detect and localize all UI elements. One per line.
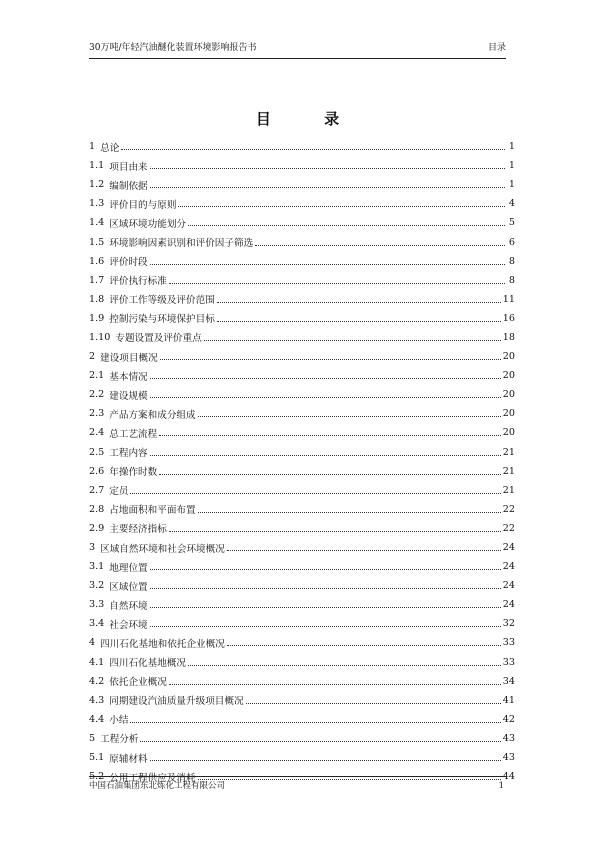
toc-entry-page: 20: [502, 427, 515, 439]
toc-entry[interactable]: [89, 653, 515, 672]
toc-entry-page: 21: [502, 465, 515, 477]
toc-entry-page: 1: [508, 160, 515, 172]
toc-entry-page: 24: [502, 599, 515, 611]
toc-entry-title: 评价执行标准: [109, 276, 167, 288]
toc-entry-page: 8: [508, 255, 515, 267]
toc-entry-title: 工程分析: [100, 734, 139, 746]
toc-leader-dots: [150, 455, 501, 456]
toc-leader-dots: [204, 340, 501, 341]
toc-entry[interactable]: [89, 271, 515, 290]
toc-entry[interactable]: [89, 538, 515, 557]
toc-entry-page: 42: [502, 713, 515, 725]
toc-entry-title: 区域位置: [109, 581, 148, 593]
toc-entry-page: 4: [508, 198, 515, 210]
toc-leader-dots: [169, 531, 501, 532]
toc-entry-title: 公用工程供应及消耗: [109, 772, 196, 784]
toc-entry[interactable]: [89, 481, 515, 500]
toc-entry[interactable]: [89, 366, 515, 385]
toc-entry-page: 33: [502, 637, 515, 649]
toc-entry-page: 33: [502, 656, 515, 668]
toc-entry[interactable]: [89, 729, 515, 748]
toc-leader-dots: [150, 378, 501, 379]
page-number: 1: [498, 781, 504, 791]
toc-entry-title: 建设项目概况: [100, 352, 158, 364]
toc-entry-page: 8: [508, 274, 515, 286]
toc-entry-number: 1.5: [89, 236, 105, 248]
toc-entry-title: 同期建设汽油质量升级项目概况: [109, 696, 244, 708]
toc-entry[interactable]: [89, 557, 515, 576]
toc-entry[interactable]: [89, 672, 515, 691]
toc-entry-title: 四川石化基地和依托企业概况: [100, 638, 225, 650]
toc-entry[interactable]: [89, 500, 515, 519]
toc-entry-number: 1.2: [89, 179, 105, 191]
toc-entry-page: 11: [502, 293, 515, 305]
toc-leader-dots: [217, 321, 501, 322]
toc-leader-dots: [150, 397, 501, 398]
toc-entry-title: 年操作时数: [109, 467, 158, 479]
toc-entry-number: 3.4: [89, 618, 105, 630]
page-footer: [89, 779, 506, 793]
header-divider: [89, 58, 506, 59]
toc-leader-dots: [227, 550, 501, 551]
toc-entry[interactable]: [89, 595, 515, 614]
toc-entry-title: 主要经济指标: [109, 524, 167, 536]
toc-entry[interactable]: [89, 137, 515, 156]
toc-entry-number: 5.1: [89, 752, 105, 764]
toc-entry-number: 5: [89, 732, 96, 744]
toc-entry[interactable]: [89, 633, 515, 652]
toc-entry[interactable]: [89, 156, 515, 175]
toc-leader-dots: [188, 225, 505, 226]
toc-entry-page: 20: [502, 408, 515, 420]
toc-entry-page: 44: [502, 771, 515, 783]
toc-entry-page: 43: [502, 752, 515, 764]
toc-entry-title: 产品方案和成分组成: [109, 409, 196, 421]
toc-entry-number: 1.10: [89, 331, 111, 343]
toc-entry-title: 项目由来: [109, 161, 148, 173]
toc-entry-number: 3.2: [89, 580, 105, 592]
footer-company-name: 中国石油集团东北炼化工程有限公司: [89, 781, 226, 791]
toc-entry-number: 5.2: [89, 771, 105, 783]
toc-leader-dots: [217, 302, 501, 303]
toc-entry-page: 21: [502, 446, 515, 458]
toc-entry-page: 16: [502, 312, 515, 324]
toc-entry-page: 20: [502, 351, 515, 363]
toc-entry-title: 区域环境功能划分: [109, 218, 187, 230]
toc-entry-title: 地理位置: [109, 562, 148, 574]
toc-entry-title: 建设规模: [109, 390, 148, 402]
toc-leader-dots: [160, 359, 501, 360]
toc-entry[interactable]: [89, 691, 515, 710]
toc-leader-dots: [169, 283, 505, 284]
toc-entry-number: 1: [89, 141, 96, 153]
toc-entry[interactable]: [89, 309, 515, 328]
toc-entry-page: 6: [508, 236, 515, 248]
toc-entry-title: 区域自然环境和社会环境概况: [100, 543, 225, 555]
toc-entry[interactable]: [89, 213, 515, 232]
toc-entry-page: 32: [502, 618, 515, 630]
toc-entry-title: 自然环境: [109, 600, 148, 612]
toc-entry[interactable]: [89, 614, 515, 633]
toc-entry-page: 24: [502, 542, 515, 554]
toc-entry[interactable]: [89, 462, 515, 481]
toc-entry-page: 5: [508, 217, 515, 229]
footer-divider: [89, 776, 506, 777]
toc-entry-title: 占地面积和平面布置: [109, 505, 196, 517]
toc-entry-title: 定员: [109, 486, 129, 498]
toc-leader-dots: [150, 168, 505, 169]
toc-entry-number: 2.6: [89, 465, 105, 477]
toc-entry-number: 2.2: [89, 389, 105, 401]
toc-entry-number: 2.8: [89, 503, 105, 515]
toc-entry-number: 1.3: [89, 198, 105, 210]
toc-entry-title: 依托企业概况: [109, 677, 167, 689]
toc-entry-number: 2.3: [89, 408, 105, 420]
toc-leader-dots: [130, 493, 500, 494]
toc-entry[interactable]: [89, 328, 515, 347]
toc-leader-dots: [150, 569, 501, 570]
toc-entry-number: 1.1: [89, 160, 105, 172]
toc-entry[interactable]: [89, 252, 515, 271]
toc-entry[interactable]: [89, 748, 515, 767]
toc-leader-dots: [121, 149, 505, 150]
toc-entry-title: 四川石化基地概况: [109, 658, 187, 670]
toc-entry-number: 2.1: [89, 370, 105, 382]
toc-leader-dots: [178, 206, 505, 207]
header-section-label: 目录: [487, 43, 506, 53]
header-document-title: 30万吨/年轻汽油醚化装置环境影响报告书: [89, 43, 257, 53]
toc-entry-title: 总论: [100, 142, 120, 154]
toc-entry-title: 基本情况: [109, 371, 148, 383]
toc-entry-page: 1: [508, 179, 515, 191]
toc-leader-dots: [150, 187, 505, 188]
toc-entry[interactable]: [89, 347, 515, 366]
toc-entry-page: 20: [502, 389, 515, 401]
toc-entry[interactable]: [89, 175, 515, 194]
toc-entry-number: 1.9: [89, 312, 105, 324]
toc-leader-dots: [150, 264, 505, 265]
toc-entry-page: 24: [502, 580, 515, 592]
page-header: [89, 40, 506, 56]
toc-leader-dots: [150, 626, 501, 627]
toc-entry-title: 专题设置及评价重点: [115, 333, 202, 345]
toc-leader-dots: [159, 435, 501, 436]
toc-entry-page: 22: [502, 522, 515, 534]
toc-leader-dots: [227, 645, 501, 646]
toc-leader-dots: [255, 245, 505, 246]
toc-leader-dots: [198, 512, 501, 513]
toc-entry-number: 4.3: [89, 694, 105, 706]
toc-entry-number: 1.7: [89, 274, 105, 286]
table-of-contents: [89, 137, 515, 786]
toc-entry-number: 2.5: [89, 446, 105, 458]
toc-leader-dots: [169, 684, 501, 685]
toc-leader-dots: [130, 722, 500, 723]
toc-entry-title: 评价目的与原则: [109, 199, 177, 211]
toc-entry[interactable]: [89, 443, 515, 462]
toc-entry-number: 4.1: [89, 656, 105, 668]
toc-entry-number: 4.4: [89, 713, 105, 725]
toc-leader-dots: [188, 665, 501, 666]
toc-entry-title: 环境影响因素识别和评价因子筛选: [109, 238, 254, 250]
toc-leader-dots: [159, 474, 501, 475]
toc-entry[interactable]: [89, 576, 515, 595]
toc-entry-title: 总工艺流程: [109, 428, 158, 440]
toc-entry-number: 1.6: [89, 255, 105, 267]
toc-entry[interactable]: [89, 194, 515, 213]
toc-entry-page: 41: [502, 694, 515, 706]
toc-entry-title: 原辅材料: [109, 753, 148, 765]
toc-entry-title: 工程内容: [109, 448, 148, 460]
toc-entry-number: 1.4: [89, 217, 105, 229]
toc-entry-number: 2.4: [89, 427, 105, 439]
toc-entry-page: 34: [502, 675, 515, 687]
toc-entry-number: 3: [89, 542, 96, 554]
toc-entry-title: 小结: [109, 715, 129, 727]
toc-title: 目 录: [255, 110, 364, 128]
toc-entry-title: 控制污染与环境保护目标: [109, 314, 215, 326]
toc-leader-dots: [246, 703, 501, 704]
toc-entry[interactable]: [89, 232, 515, 251]
toc-entry-page: 18: [502, 331, 515, 343]
toc-leader-dots: [150, 607, 501, 608]
toc-entry-title: 评价时段: [109, 257, 148, 269]
toc-entry[interactable]: [89, 385, 515, 404]
toc-entry-page: 24: [502, 561, 515, 573]
toc-entry[interactable]: [89, 290, 515, 309]
toc-entry-number: 2.7: [89, 484, 105, 496]
toc-entry-page: 21: [502, 484, 515, 496]
toc-entry-number: 3.3: [89, 599, 105, 611]
toc-entry[interactable]: [89, 710, 515, 729]
toc-entry-page: 43: [502, 732, 515, 744]
toc-entry-number: 1.8: [89, 293, 105, 305]
toc-entry-title: 社会环境: [109, 619, 148, 631]
toc-entry-title: 编制依据: [109, 180, 148, 192]
toc-entry-page: 22: [502, 503, 515, 515]
toc-entry-number: 4: [89, 637, 96, 649]
toc-entry[interactable]: [89, 423, 515, 442]
toc-entry-number: 2.9: [89, 522, 105, 534]
toc-entry[interactable]: [89, 404, 515, 423]
toc-entry-page: 1: [508, 141, 515, 153]
toc-leader-dots: [150, 588, 501, 589]
toc-entry-number: 4.2: [89, 675, 105, 687]
toc-entry[interactable]: [89, 519, 515, 538]
toc-entry-number: 3.1: [89, 561, 105, 573]
toc-leader-dots: [198, 416, 501, 417]
toc-entry-number: 2: [89, 351, 96, 363]
toc-leader-dots: [150, 760, 501, 761]
toc-leader-dots: [140, 741, 500, 742]
toc-entry-page: 20: [502, 370, 515, 382]
toc-entry-title: 评价工作等级及评价范围: [109, 295, 215, 307]
